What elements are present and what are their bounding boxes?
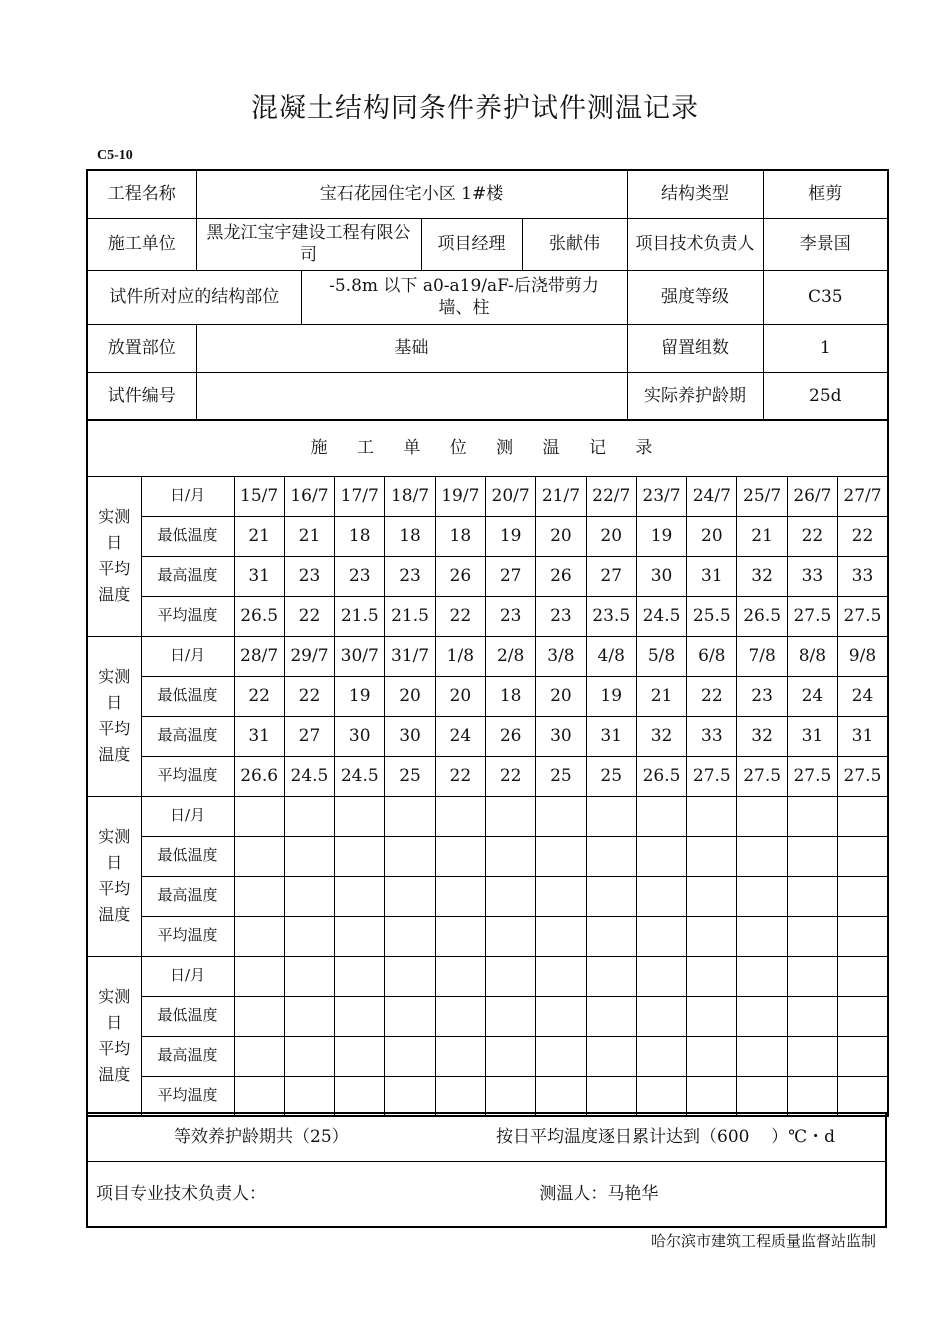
avg-temp-cell: 23 [485, 596, 535, 636]
side-label-line: 温度 [98, 585, 131, 604]
date-cell [485, 956, 535, 996]
avg-temp-cell [838, 1076, 888, 1116]
avg-temp-cell: 25 [385, 756, 435, 796]
avg-temp-cell: 21.5 [335, 596, 385, 636]
max-temp-cell: 24 [435, 716, 485, 756]
avg-temp-cell: 21.5 [385, 596, 435, 636]
groups-value: 1 [763, 324, 888, 372]
date-cell [435, 956, 485, 996]
max-temp-cell: 26 [435, 556, 485, 596]
min-temp-cell [284, 996, 334, 1036]
min-temp-cell: 20 [687, 516, 737, 556]
max-temp-cell: 32 [737, 556, 787, 596]
temperature-table [86, 419, 889, 1117]
max-temp-cell: 27 [485, 556, 535, 596]
min-temp-cell [687, 836, 737, 876]
max-temp-cell: 32 [636, 716, 686, 756]
date-cell: 16/7 [284, 476, 334, 516]
structure-type-label: 结构类型 [627, 170, 763, 218]
min-temp-cell [435, 836, 485, 876]
date-cell: 29/7 [284, 636, 334, 676]
avg-temp-cell [687, 916, 737, 956]
avg-temp-cell [435, 1076, 485, 1116]
accumulated-temp-text: 按日平均温度逐日累计达到（600 ）℃・d [496, 1127, 836, 1148]
strength-value: C35 [763, 270, 888, 324]
avg-temp-cell [385, 916, 435, 956]
max-temp-row [87, 876, 888, 916]
max-temp-row [87, 1036, 888, 1076]
max-temp-cell: 31 [234, 716, 284, 756]
date-cell: 22/7 [586, 476, 636, 516]
side-label-line: 实测 [98, 986, 131, 1006]
avg-temp-row [87, 1076, 888, 1116]
date-cell: 25/7 [737, 476, 787, 516]
avg-temp-label: 平均温度 [141, 916, 234, 956]
avg-temp-cell: 25 [586, 756, 636, 796]
avg-temp-cell: 26.6 [234, 756, 284, 796]
date-cell [586, 796, 636, 836]
avg-temp-cell [385, 1076, 435, 1116]
max-temp-label: 最高温度 [141, 716, 234, 756]
min-temp-label: 最低温度 [141, 516, 234, 556]
min-temp-cell: 20 [435, 676, 485, 716]
date-row [87, 636, 888, 676]
block-side-label [87, 476, 141, 636]
min-temp-cell [385, 836, 435, 876]
avg-temp-cell [234, 1076, 284, 1116]
date-cell: 23/7 [636, 476, 686, 516]
max-temp-cell [234, 1036, 284, 1076]
min-temp-cell: 18 [335, 516, 385, 556]
min-temp-cell [485, 996, 535, 1036]
min-temp-cell [284, 836, 334, 876]
min-temp-cell [586, 836, 636, 876]
max-temp-cell [636, 1036, 686, 1076]
min-temp-cell [385, 996, 435, 1036]
avg-temp-label: 平均温度 [141, 1076, 234, 1116]
date-cell: 21/7 [536, 476, 586, 516]
min-temp-cell [586, 996, 636, 1036]
date-cell: 3/8 [536, 636, 586, 676]
date-cell: 18/7 [385, 476, 435, 516]
avg-temp-cell: 27.5 [687, 756, 737, 796]
side-label-line: 日 [106, 1012, 123, 1032]
avg-temp-row [87, 596, 888, 636]
curing-age-label: 实际养护龄期 [627, 372, 763, 420]
project-name-value: 宝石花园住宅小区 1#楼 [196, 170, 627, 218]
avg-temp-cell [636, 916, 686, 956]
max-temp-cell [385, 1036, 435, 1076]
min-temp-cell: 19 [335, 676, 385, 716]
side-label-line: 实测 [98, 667, 131, 686]
avg-temp-cell: 22 [485, 756, 535, 796]
max-temp-cell [536, 876, 586, 916]
min-temp-cell [636, 996, 686, 1036]
max-temp-cell [737, 1036, 787, 1076]
date-cell [234, 796, 284, 836]
max-temp-cell: 31 [586, 716, 636, 756]
avg-temp-cell [787, 1076, 837, 1116]
min-temp-cell: 21 [284, 516, 334, 556]
side-label-line: 日 [106, 853, 123, 872]
avg-temp-cell: 27.5 [787, 596, 837, 636]
tech-responsible-label: 项目专业技术负责人： [96, 1183, 266, 1204]
avg-temp-cell [838, 916, 888, 956]
date-label: 日/月 [141, 796, 234, 836]
max-temp-cell [435, 876, 485, 916]
avg-temp-cell: 25 [536, 756, 586, 796]
avg-temp-cell: 22 [435, 756, 485, 796]
form-code: C5-10 [97, 148, 133, 163]
min-temp-row [87, 996, 888, 1036]
strength-label: 强度等级 [627, 270, 763, 324]
max-temp-cell [737, 876, 787, 916]
max-temp-cell [687, 1036, 737, 1076]
tech-lead-value: 李景国 [763, 218, 888, 270]
curing-age-value: 25d [763, 372, 888, 420]
groups-label: 留置组数 [627, 324, 763, 372]
date-cell: 2/8 [485, 636, 535, 676]
max-temp-label: 最高温度 [141, 556, 234, 596]
avg-temp-cell: 24.5 [636, 596, 686, 636]
max-temp-cell: 23 [284, 556, 334, 596]
min-temp-cell [687, 996, 737, 1036]
contractor-value: 黑龙江宝宇建设工程有限公司 [196, 218, 421, 270]
avg-temp-cell [485, 916, 535, 956]
min-temp-cell [485, 836, 535, 876]
min-temp-cell [737, 836, 787, 876]
min-temp-row [87, 836, 888, 876]
min-temp-label: 最低温度 [141, 996, 234, 1036]
date-cell: 19/7 [435, 476, 485, 516]
min-temp-cell: 22 [234, 676, 284, 716]
max-temp-cell: 30 [335, 716, 385, 756]
min-temp-cell [234, 996, 284, 1036]
min-temp-cell: 20 [536, 516, 586, 556]
date-row [87, 956, 888, 996]
avg-temp-row [87, 756, 888, 796]
avg-temp-cell: 27.5 [838, 756, 888, 796]
avg-temp-cell: 22 [435, 596, 485, 636]
date-cell [787, 796, 837, 836]
date-label: 日/月 [141, 636, 234, 676]
max-temp-cell [838, 876, 888, 916]
min-temp-cell: 20 [385, 676, 435, 716]
min-temp-cell: 22 [687, 676, 737, 716]
min-temp-cell [536, 996, 586, 1036]
side-label-line: 温度 [98, 745, 131, 764]
max-temp-cell: 27 [284, 716, 334, 756]
avg-temp-cell [335, 1076, 385, 1116]
date-cell: 26/7 [787, 476, 837, 516]
max-temp-cell: 33 [787, 556, 837, 596]
side-label-line: 实测 [98, 507, 131, 526]
min-temp-row [87, 516, 888, 556]
date-cell: 30/7 [335, 636, 385, 676]
avg-temp-cell: 23 [536, 596, 586, 636]
max-temp-cell [586, 1036, 636, 1076]
max-temp-cell [687, 876, 737, 916]
side-label-line: 日 [106, 693, 123, 712]
max-temp-cell: 23 [385, 556, 435, 596]
date-cell: 7/8 [737, 636, 787, 676]
date-cell [234, 956, 284, 996]
side-label-line: 平均 [98, 1038, 131, 1058]
max-temp-cell [586, 876, 636, 916]
date-cell [385, 956, 435, 996]
min-temp-cell [636, 836, 686, 876]
date-cell: 5/8 [636, 636, 686, 676]
date-cell [636, 956, 686, 996]
location-value: -5.8m 以下 a0-a19/aF-后浇带剪力墙、柱 [301, 270, 627, 324]
avg-temp-cell [636, 1076, 686, 1116]
date-cell: 27/7 [838, 476, 888, 516]
placement-label: 放置部位 [87, 324, 196, 372]
avg-temp-cell: 24.5 [335, 756, 385, 796]
min-temp-cell [787, 996, 837, 1036]
date-cell: 8/8 [787, 636, 837, 676]
summary-table [86, 1112, 887, 1228]
min-temp-cell [234, 836, 284, 876]
max-temp-cell [636, 876, 686, 916]
header-table [86, 169, 889, 421]
min-temp-cell: 18 [435, 516, 485, 556]
location-label: 试件所对应的结构部位 [87, 270, 301, 324]
date-cell [586, 956, 636, 996]
date-cell: 1/8 [435, 636, 485, 676]
date-cell [787, 956, 837, 996]
max-temp-cell [335, 1036, 385, 1076]
date-cell: 15/7 [234, 476, 284, 516]
date-label: 日/月 [141, 956, 234, 996]
max-temp-cell [335, 876, 385, 916]
date-cell [335, 956, 385, 996]
min-temp-label: 最低温度 [141, 676, 234, 716]
tech-lead-label: 项目技术负责人 [627, 218, 763, 270]
date-cell [385, 796, 435, 836]
date-cell [536, 796, 586, 836]
min-temp-cell [838, 996, 888, 1036]
max-temp-cell: 31 [838, 716, 888, 756]
avg-temp-cell: 27.5 [838, 596, 888, 636]
min-temp-cell: 22 [284, 676, 334, 716]
min-temp-cell: 20 [586, 516, 636, 556]
date-cell: 20/7 [485, 476, 535, 516]
date-cell [284, 796, 334, 836]
side-label-line: 温度 [98, 1064, 131, 1084]
min-temp-cell [435, 996, 485, 1036]
min-temp-cell [536, 836, 586, 876]
max-temp-cell: 23 [335, 556, 385, 596]
min-temp-cell: 21 [234, 516, 284, 556]
date-cell [284, 956, 334, 996]
avg-temp-cell: 26.5 [636, 756, 686, 796]
avg-temp-cell: 23.5 [586, 596, 636, 636]
date-cell [687, 796, 737, 836]
max-temp-cell: 26 [485, 716, 535, 756]
avg-temp-cell: 26.5 [737, 596, 787, 636]
max-temp-cell: 26 [536, 556, 586, 596]
max-temp-cell: 32 [737, 716, 787, 756]
placement-value: 基础 [196, 324, 627, 372]
max-temp-cell: 31 [234, 556, 284, 596]
min-temp-cell: 18 [485, 676, 535, 716]
max-temp-cell [435, 1036, 485, 1076]
avg-temp-cell [284, 916, 334, 956]
date-cell [536, 956, 586, 996]
date-cell [636, 796, 686, 836]
date-cell: 6/8 [687, 636, 737, 676]
avg-temp-cell [335, 916, 385, 956]
max-temp-cell: 27 [586, 556, 636, 596]
min-temp-cell [335, 836, 385, 876]
max-temp-label: 最高温度 [141, 1036, 234, 1076]
min-temp-cell: 23 [737, 676, 787, 716]
max-temp-label: 最高温度 [141, 876, 234, 916]
min-temp-cell: 18 [385, 516, 435, 556]
date-cell [737, 796, 787, 836]
min-temp-cell: 21 [737, 516, 787, 556]
side-label-line: 平均 [98, 559, 131, 578]
date-label: 日/月 [141, 476, 234, 516]
block-side-label [87, 636, 141, 796]
avg-temp-cell [787, 916, 837, 956]
max-temp-cell: 31 [787, 716, 837, 756]
avg-temp-cell [586, 916, 636, 956]
avg-temp-cell [536, 916, 586, 956]
max-temp-row [87, 556, 888, 596]
min-temp-cell [838, 836, 888, 876]
max-temp-cell [234, 876, 284, 916]
block-side-label [87, 796, 141, 956]
max-temp-cell [485, 876, 535, 916]
date-cell: 24/7 [687, 476, 737, 516]
date-cell [838, 956, 888, 996]
date-cell [838, 796, 888, 836]
max-temp-cell: 31 [687, 556, 737, 596]
max-temp-cell [284, 876, 334, 916]
block-side-label [87, 956, 141, 1116]
avg-temp-cell [485, 1076, 535, 1116]
avg-temp-cell: 25.5 [687, 596, 737, 636]
page-title: 混凝土结构同条件养护试件测温记录 [251, 93, 699, 124]
date-cell [737, 956, 787, 996]
pm-label: 项目经理 [421, 218, 522, 270]
max-temp-cell: 30 [536, 716, 586, 756]
issuer-note: 哈尔滨市建筑工程质量监督站监制 [650, 1232, 876, 1250]
side-label-line: 实测 [98, 827, 131, 846]
project-name-label: 工程名称 [87, 170, 196, 218]
date-cell: 28/7 [234, 636, 284, 676]
specimen-no-value [196, 372, 627, 420]
avg-temp-cell: 26.5 [234, 596, 284, 636]
specimen-no-label: 试件编号 [87, 372, 196, 420]
max-temp-cell: 30 [385, 716, 435, 756]
max-temp-cell: 30 [636, 556, 686, 596]
date-cell [435, 796, 485, 836]
avg-temp-label: 平均温度 [141, 756, 234, 796]
avg-temp-cell [737, 1076, 787, 1116]
min-temp-cell: 24 [787, 676, 837, 716]
min-temp-cell: 19 [485, 516, 535, 556]
max-temp-cell [284, 1036, 334, 1076]
date-cell: 9/8 [838, 636, 888, 676]
avg-temp-cell [586, 1076, 636, 1116]
avg-temp-cell [687, 1076, 737, 1116]
min-temp-cell: 21 [636, 676, 686, 716]
date-cell [335, 796, 385, 836]
max-temp-cell [485, 1036, 535, 1076]
side-label-line: 日 [106, 533, 123, 552]
date-row [87, 476, 888, 516]
min-temp-cell: 24 [838, 676, 888, 716]
avg-temp-cell [284, 1076, 334, 1116]
min-temp-row [87, 676, 888, 716]
max-temp-cell: 33 [687, 716, 737, 756]
pm-value: 张献伟 [522, 218, 627, 270]
structure-type-value: 框剪 [763, 170, 888, 218]
max-temp-cell: 33 [838, 556, 888, 596]
measurer-text: 测温人：马艳华 [539, 1183, 659, 1204]
avg-temp-row [87, 916, 888, 956]
avg-temp-label: 平均温度 [141, 596, 234, 636]
min-temp-cell [737, 996, 787, 1036]
avg-temp-cell [536, 1076, 586, 1116]
side-label-line: 温度 [98, 905, 131, 924]
min-temp-cell: 22 [787, 516, 837, 556]
avg-temp-cell: 22 [284, 596, 334, 636]
max-temp-cell [385, 876, 435, 916]
max-temp-cell [787, 876, 837, 916]
min-temp-cell: 20 [536, 676, 586, 716]
min-temp-cell: 22 [838, 516, 888, 556]
date-cell: 4/8 [586, 636, 636, 676]
max-temp-row [87, 716, 888, 756]
max-temp-cell [838, 1036, 888, 1076]
date-cell [687, 956, 737, 996]
min-temp-cell [787, 836, 837, 876]
equivalent-age-text: 等效养护龄期共（25） [174, 1127, 349, 1148]
avg-temp-cell [737, 916, 787, 956]
side-label-line: 平均 [98, 719, 131, 738]
max-temp-cell [787, 1036, 837, 1076]
date-cell: 31/7 [385, 636, 435, 676]
section-title: 施 工 单 位 测 温 记 录 [87, 420, 888, 476]
side-label-line: 平均 [98, 879, 131, 898]
avg-temp-cell: 27.5 [737, 756, 787, 796]
avg-temp-cell: 24.5 [284, 756, 334, 796]
avg-temp-cell [435, 916, 485, 956]
max-temp-cell [536, 1036, 586, 1076]
date-row [87, 796, 888, 836]
contractor-label: 施工单位 [87, 218, 196, 270]
min-temp-cell [335, 996, 385, 1036]
min-temp-label: 最低温度 [141, 836, 234, 876]
min-temp-cell: 19 [636, 516, 686, 556]
avg-temp-cell [234, 916, 284, 956]
avg-temp-cell: 27.5 [787, 756, 837, 796]
date-cell [485, 796, 535, 836]
min-temp-cell: 19 [586, 676, 636, 716]
date-cell: 17/7 [335, 476, 385, 516]
